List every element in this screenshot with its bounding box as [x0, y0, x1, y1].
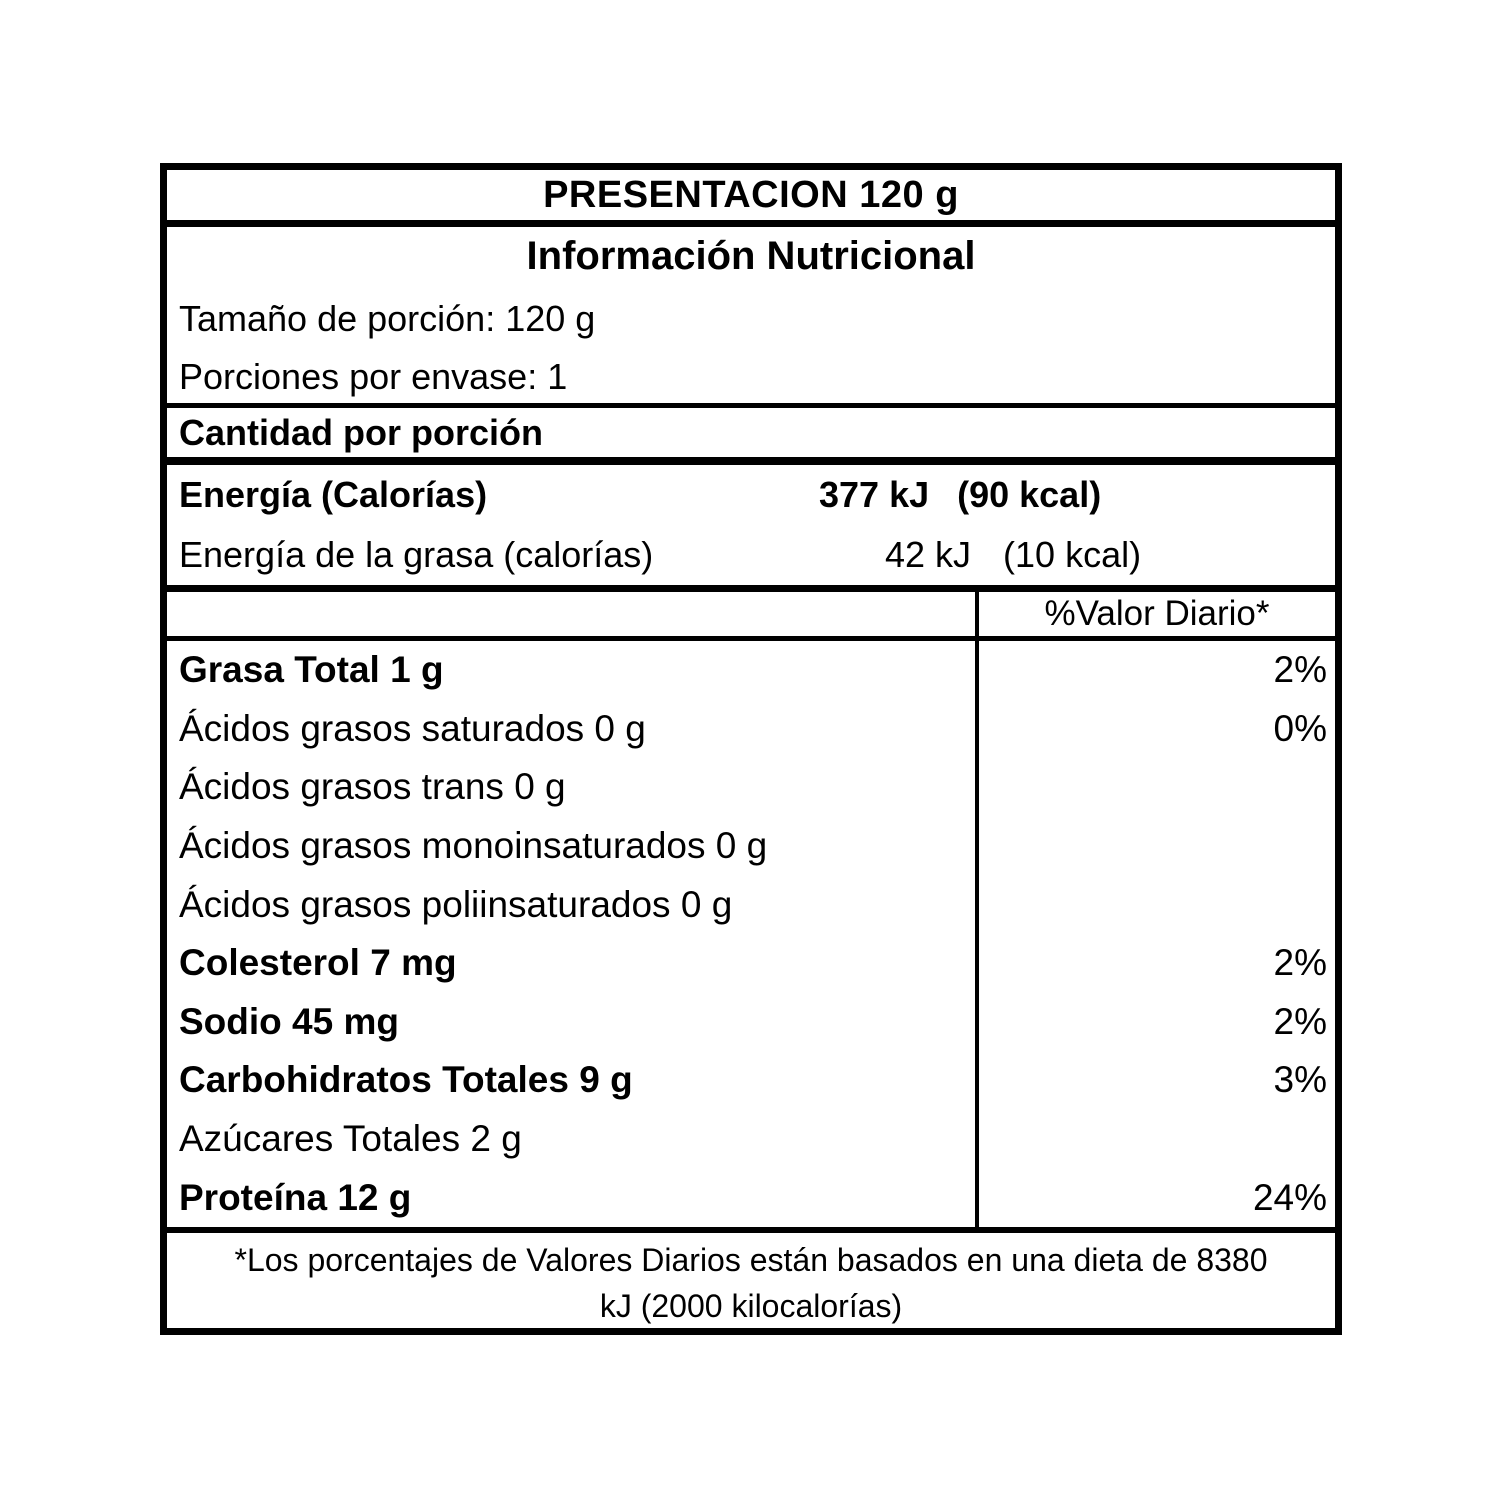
table-row — [167, 934, 1335, 993]
nutrient-daily-value: 2% — [1273, 649, 1327, 691]
energy-row — [167, 465, 1335, 525]
nutrient-daily-value: 2% — [1273, 1000, 1327, 1042]
table-row — [167, 993, 1335, 1052]
daily-value-header-row — [167, 592, 1335, 641]
table-row — [167, 875, 1335, 934]
presentation-text: PRESENTACION 120 g — [543, 173, 959, 216]
table-row — [167, 817, 1335, 876]
energy-fat-kj: 42 kJ — [885, 534, 972, 575]
daily-value-footnote — [167, 1233, 1335, 1333]
energy-fat-row — [167, 525, 1335, 585]
nutrient-label: Azúcares Totales 2 g — [167, 1110, 979, 1169]
footnote-line-2: kJ (2000 kilocalorías) — [599, 1288, 903, 1324]
table-row — [167, 641, 1335, 700]
energy-fat-kcal: (10 kcal) — [1003, 534, 1142, 575]
footnote-line-1: *Los porcentajes de Valores Diarios están basados en una dieta de 8380 — [234, 1242, 1268, 1278]
energy-fat-values — [885, 525, 1141, 585]
nutrient-label: Sodio 45 mg — [167, 993, 979, 1052]
amount-per-serving-label: Cantidad por porción — [179, 411, 543, 453]
energy-fat-label: Energía de la grasa (calorías) — [179, 534, 654, 575]
nutrient-label: Grasa Total 1 g — [167, 641, 979, 700]
nutrient-label: Ácidos grasos monoinsaturados 0 g — [167, 817, 979, 876]
nutrient-label: Colesterol 7 mg — [167, 934, 979, 993]
nutrient-daily-value — [979, 1110, 1335, 1169]
nutrient-label: Ácidos grasos poliinsaturados 0 g — [167, 875, 979, 934]
energy-kj: 377 kJ — [819, 474, 930, 515]
nutrient-label: Proteína 12 g — [167, 1168, 979, 1227]
servings-per-container: Porciones por envase: 1 — [179, 356, 568, 397]
nutrient-daily-value — [979, 817, 1335, 876]
nutrient-label: Ácidos grasos saturados 0 g — [167, 700, 979, 759]
nutrient-daily-value: 24% — [1252, 1176, 1327, 1218]
nutrient-daily-value — [979, 875, 1335, 934]
nutrient-label: Ácidos grasos trans 0 g — [167, 758, 979, 817]
nutrient-daily-value: 0% — [1273, 707, 1327, 749]
daily-value-header-spacer — [167, 592, 979, 636]
table-row — [167, 1110, 1335, 1169]
energy-section — [167, 465, 1335, 592]
nutrients-table — [167, 641, 1335, 1233]
daily-value-header: %Valor Diario* — [1044, 594, 1270, 633]
serving-info-section — [167, 227, 1335, 408]
table-row — [167, 1168, 1335, 1227]
table-row — [167, 1051, 1335, 1110]
presentation-header — [167, 170, 1335, 227]
energy-kcal: (90 kcal) — [957, 474, 1102, 515]
energy-values — [819, 465, 1101, 525]
serving-size: Tamaño de porción: 120 g — [179, 298, 596, 339]
nutrient-label: Carbohidratos Totales 9 g — [167, 1051, 979, 1110]
nutrient-daily-value — [979, 758, 1335, 817]
table-row — [167, 758, 1335, 817]
table-row — [167, 700, 1335, 759]
nutrient-daily-value: 2% — [1273, 942, 1327, 984]
amount-per-serving-row — [167, 408, 1335, 465]
nutrition-title: Información Nutricional — [526, 234, 976, 278]
energy-label: Energía (Calorías) — [179, 474, 488, 515]
nutrient-daily-value: 3% — [1273, 1059, 1327, 1101]
nutrition-facts-label — [160, 163, 1342, 1335]
